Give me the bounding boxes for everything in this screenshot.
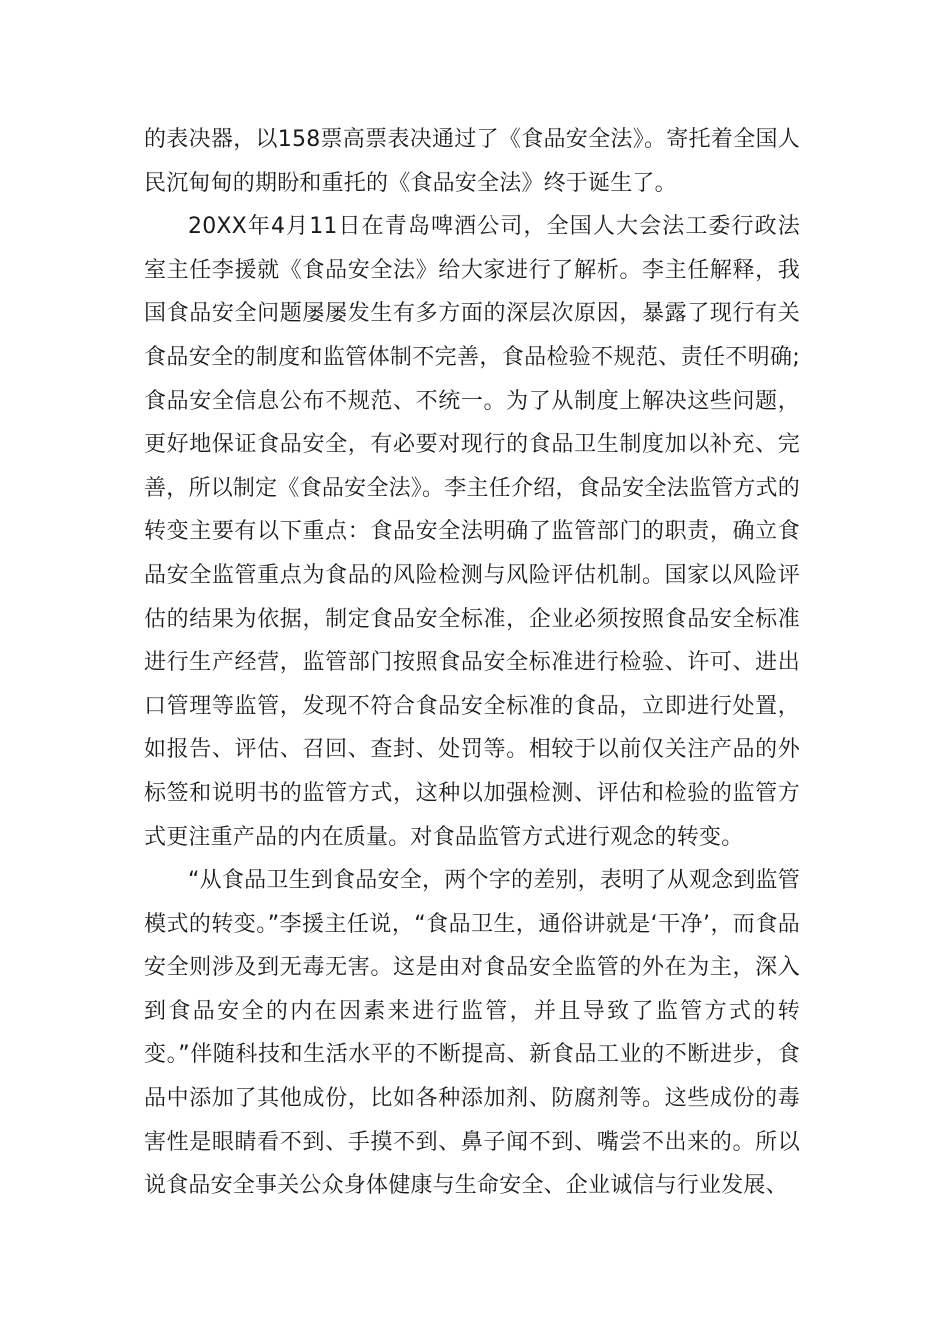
document-body	[144, 118, 800, 1208]
paragraph-law-analysis: 20XX年4月11日在青岛啤酒公司，全国人大会法工委行政法室主任李援就《食品安全法》给大家进行了解析。李主任解释，我国食品安全问题屡屡发生有多方面的深层次原因，暴露了现行有关食品安全的制度和监管体制不完善，食品检验不规范、责任不明确;食品安全信息公布不规范、不统一。为了从制度上解决这些问题，更好地保证食品安全，有必要对现行的食品卫生制度加以补充、完善，所以制定《食品安全法》。李主任介绍，食品安全法监管方式的转变主要有以下重点：食品安全法明确了监管部门的职责，确立食品安全监管重点为食品的风险检测与风险评估机制。国家以风险评估的结果为依据，制定食品安全标准，企业必须按照食品安全标准进行生产经营，监管部门按照食品安全标准进行检验、许可、进出口管理等监管，发现不符合食品安全标准的食品，立即进行处置，如报告、评估、召回、查封、处罚等。相较于以前仅关注产品的外标签和说明书的监管方式，这种以加强检测、评估和检验的监管方式更注重产品的内在质量。对食品监管方式进行观念的转变。	[144, 214, 800, 850]
paragraph-hygiene-to-safety: “从食品卫生到食品安全，两个字的差别，表明了从观念到监管模式的转变。”李援主任说，“食品卫生，通俗讲就是‘干净’，而食品安全则涉及到无毒无害。这是由对食品安全监管的外在为主，深入到食品安全的内在因素来进行监管，并且导致了监管方式的转变。”伴随科技和生活水平的不断提高、新食品工业的不断进步，食品中添加了其他成份，比如各种添加剂、防腐剂等。这些成份的毒害性是眼睛看不到、手摸不到、鼻子闻不到、嘴尝不出来的。所以说食品安全事关公众身体健康与生命安全、企业诚信与行业发展、	[144, 868, 800, 1199]
paragraph-continuation: 的表决器，以158票高票表决通过了《食品安全法》。寄托着全国人民沉甸甸的期盼和重托的《食品安全法》终于诞生了。	[144, 127, 800, 196]
